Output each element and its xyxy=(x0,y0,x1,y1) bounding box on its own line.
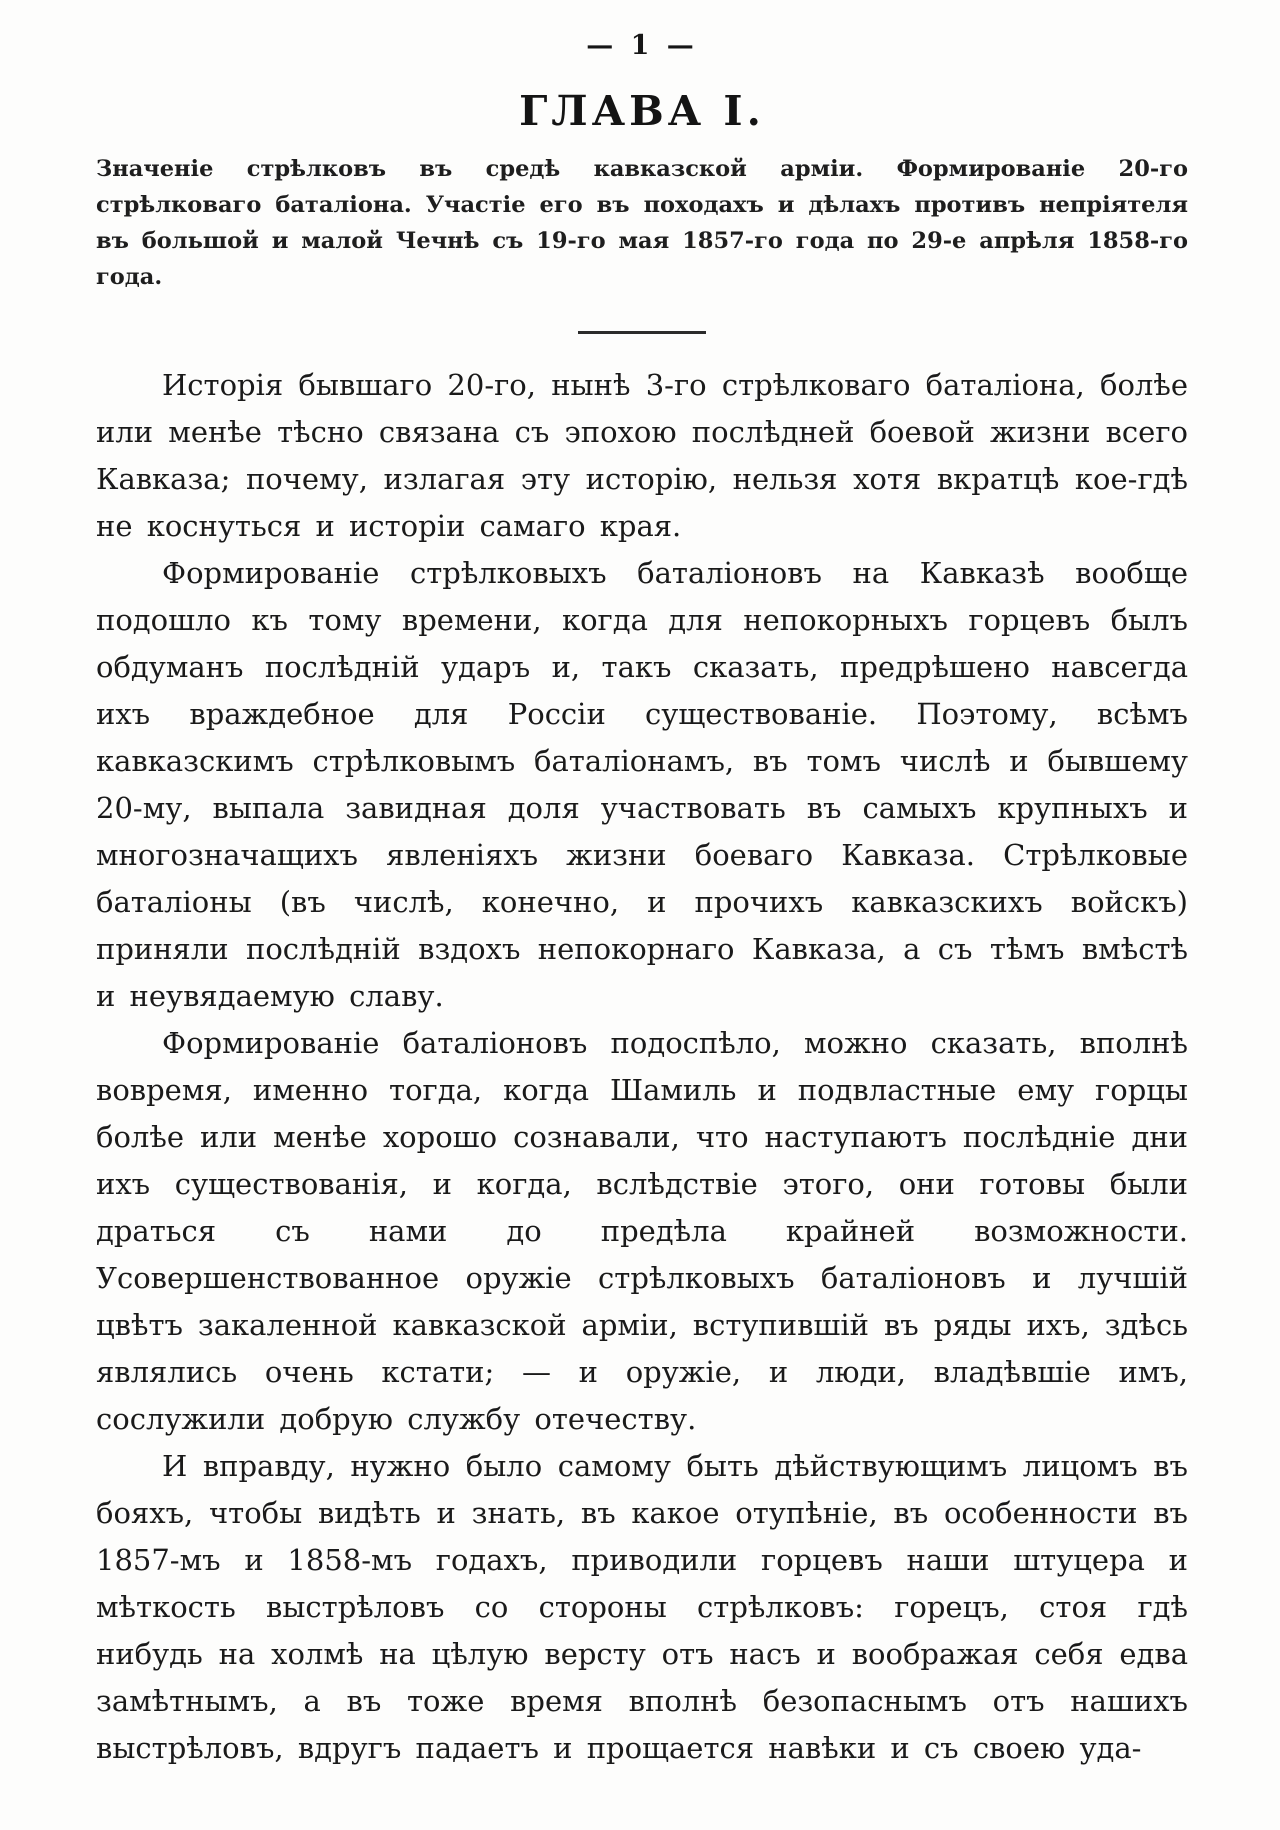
section-divider xyxy=(578,331,706,334)
chapter-summary: Значеніе стрѣлковъ въ средѣ кавказской арміи. Формированіе 20-го стрѣлковаго баталіона. Участіе его въ походахъ и дѣлахъ противъ непріятеля въ большой и малой Чечнѣ съ 19-го мая 1857-го года по 29-е апрѣля 1858-го года. xyxy=(96,156,1188,290)
body-paragraph: Формированіе баталіоновъ подоспѣло, можно сказать, вполнѣ вовремя, именно тогда, когда Шамиль и подвластные ему горцы болѣе или менѣе хорошо сознавали, что наступаютъ послѣдніе дни ихъ существованія, и когда, вслѣдствіе этого, они готовы были драться съ нами до предѣла крайней возможности. Усовершенствованное оружіе стрѣлковыхъ баталіоновъ и лучшій цвѣтъ закаленной кавказской арміи, вступившій въ ряды ихъ, здѣсь являлись очень кстати; — и оружіе, и люди, владѣвшіе имъ, сослужили добрую службу отечеству. xyxy=(96,1026,1188,1436)
chapter-title: ГЛАВА I. xyxy=(519,87,765,135)
body-paragraph: Формированіе стрѣлковыхъ баталіоновъ на Кавказѣ вообще подошло къ тому времени, когда для непокорныхъ горцевъ былъ обдуманъ послѣдній ударъ и, такъ сказать, предрѣшено навсегда ихъ враждебное для Россіи существованіе. Поэтому, всѣмъ кавказскимъ стрѣлковымъ баталіонамъ, въ томъ числѣ и бывшему 20-му, выпала завидная доля участвовать въ самыхъ крупныхъ и многозначащихъ явленіяхъ жизни боеваго Кавказа. Стрѣлковые баталіоны (въ числѣ, конечно, и прочихъ кавказскихъ войскъ) приняли послѣдній вздохъ непокорнаго Кавказа, а съ тѣмъ вмѣстѣ и неувядаемую славу. xyxy=(96,556,1188,1013)
body-paragraph: И вправду, нужно было самому быть дѣйствующимъ лицомъ въ бояхъ, чтобы видѣть и знать, въ какое отупѣніе, въ особенности въ 1857-мъ и 1858-мъ годахъ, приводили горцевъ наши штуцера и мѣткость выстрѣловъ со стороны стрѣлковъ: горецъ, стоя гдѣ нибудь на холмѣ на цѣлую версту отъ насъ и воображая себя едва замѣтнымъ, а въ тоже время вполнѣ безопаснымъ отъ нашихъ выстрѣловъ, вдругъ падаетъ и прощается навѣки и съ своею уда- xyxy=(96,1449,1188,1765)
body-text xyxy=(96,362,1188,1772)
body-paragraph: Исторія бывшаго 20-го, нынѣ 3-го стрѣлковаго баталіона, болѣе или менѣе тѣсно связана съ эпохою послѣдней боевой жизни всего Кавказа; почему, излагая эту исторію, нельзя хотя вкратцѣ кое-гдѣ не коснуться и исторіи самаго края. xyxy=(96,368,1188,543)
page-number: — 1 — xyxy=(586,30,698,61)
